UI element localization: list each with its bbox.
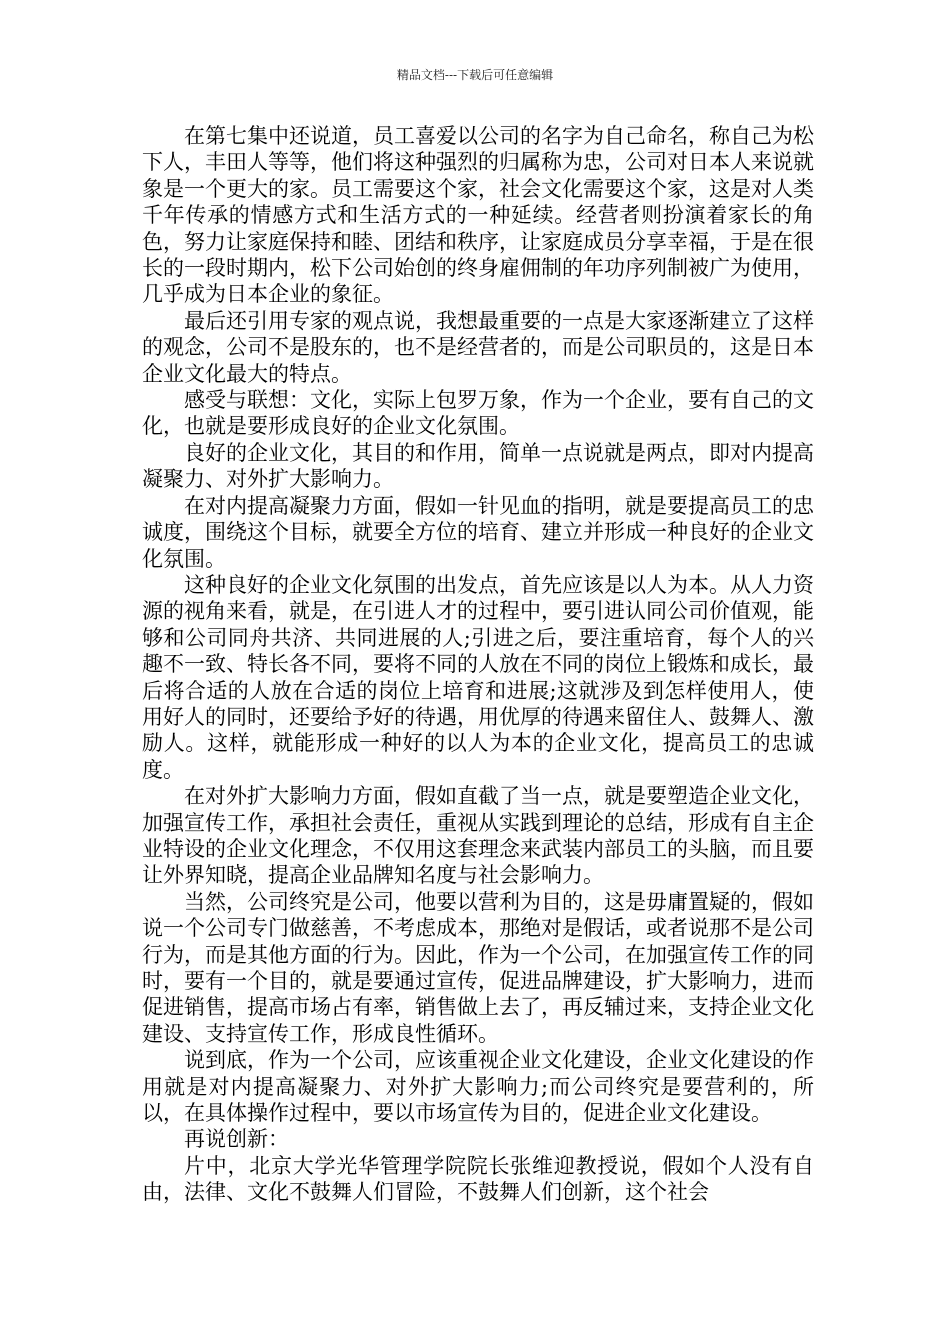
paragraph-11: 片中，北京大学光华管理学院院长张维迎教授说，假如个人没有自由，法律、文化不鼓舞人们冒险，不鼓舞人们创新，这个社会 bbox=[142, 1153, 814, 1205]
paragraph-3: 感受与联想：文化，实际上包罗万象，作为一个企业，要有自己的文化，也就是要形成良好的企业文化氛围。 bbox=[142, 388, 814, 439]
paragraph-1: 在第七集中还说道，员工喜爱以公司的名字为自己命名，称自己为松下人，丰田人等等，他们将这种强烈的归属称为忠，公司对日本人来说就象是一个更大的家。员工需要这个家，社会文化需要这个家，这是对人类千年传承的情感方式和生活方式的一种延续。经营者则扮演着家长的角色，努力让家庭保持和睦、团结和秩序，让家庭成员分享幸福，于是在很长的一段时期内，松下公司始创的终身雇佣制的年功序列制被广为使用，几乎成为日本企业的象征。 bbox=[142, 124, 814, 307]
paragraph-2: 最后还引用专家的观点说，我想最重要的一点是大家逐渐建立了这样的观念，公司不是股东的，也不是经营者的，而是公司职员的，这是日本企业文化最大的特点。 bbox=[142, 308, 814, 386]
paragraph-8: 当然，公司终究是公司，他要以营利为目的，这是毋庸置疑的，假如说一个公司专门做慈善，不考虑成本，那绝对是假话，或者说那不是公司行为，而是其他方面的行为。因此，作为一个公司，在加强宣传工作的同时，要有一个目的，就是要通过宣传，促进品牌建设，扩大影响力，进而促进销售，提高市场占有率，销售做上去了，再反辅过来，支持企业文化建设、支持宣传工作，形成良性循环。 bbox=[142, 889, 814, 1046]
paragraph-9: 说到底，作为一个公司，应该重视企业文化建设，企业文化建设的作用就是对内提高凝聚力、对外扩大影响力;而公司终究是要营利的，所以，在具体操作过程中，要以市场宣传为目的，促进企业文化建设。 bbox=[142, 1048, 814, 1126]
paragraph-6: 这种良好的企业文化氛围的出发点，首先应该是以人为本。从人力资源的视角来看，就是，在引进人才的过程中，要引进认同公司价值观，能够和公司同舟共济、共同进展的人;引进之后，要注重培育，每个人的兴趣不一致、特长各不同，要将不同的人放在不同的岗位上锻炼和成长，最后将合适的人放在合适的岗位上培育和进展;这就涉及到怎样使用人，使用好人的同时，还要给予好的待遇，用优厚的待遇来留住人、鼓舞人、激励人。这样，就能形成一种好的以人为本的企业文化，提高员工的忠诚度。 bbox=[142, 572, 814, 782]
paragraph-7: 在对外扩大影响力方面，假如直截了当一点，就是要塑造企业文化，加强宣传工作，承担社会责任，重视从实践到理论的总结，形成有自主企业特设的企业文化理念，不仅用这套理念来武装内部员工的头脑，而且要让外界知晓，提高企业品牌知名度与社会影响力。 bbox=[142, 784, 814, 888]
paragraph-5: 在对内提高凝聚力方面，假如一针见血的指明，就是要提高员工的忠诚度，围绕这个目标，就要全方位的培育、建立并形成一种良好的企业文化氛围。 bbox=[142, 493, 814, 571]
document-body bbox=[142, 123, 814, 1206]
paragraph-4: 良好的企业文化，其目的和作用，简单一点说就是两点，即对内提高凝聚力、对外扩大影响力。 bbox=[142, 440, 814, 492]
paragraph-10: 再说创新： bbox=[184, 1127, 289, 1152]
page-header: 精品文档---下载后可任意编辑 bbox=[396, 68, 554, 82]
